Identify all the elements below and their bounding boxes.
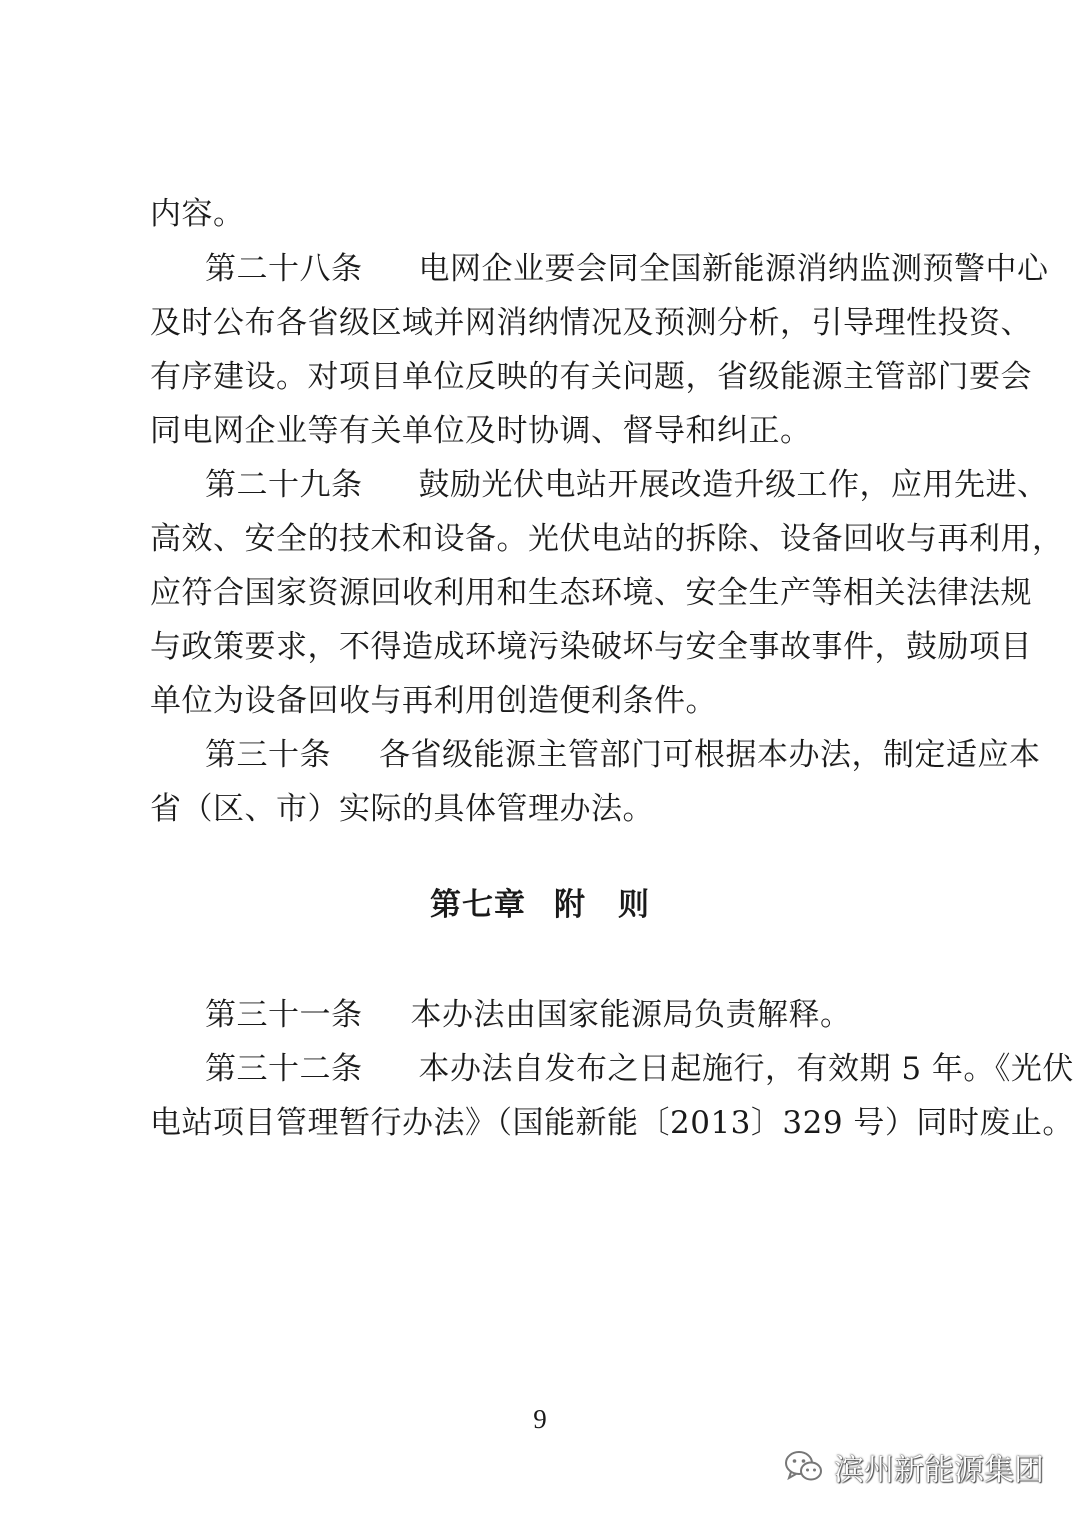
- article-number: 第三十条: [205, 737, 331, 773]
- paragraph-line: 省（区、市）实际的具体管理办法。: [150, 791, 654, 827]
- article-number: 第三十一条: [205, 997, 363, 1033]
- paragraph-line: 及时公布各省级区域并网消纳情况及预测分析，引导理性投资、: [150, 305, 1032, 341]
- paragraph-line: 有序建设。对项目单位反映的有关问题，省级能源主管部门要会: [150, 359, 1032, 395]
- article-31-line: 第三十一条 本办法由国家能源局负责解释。: [205, 997, 852, 1033]
- article-number: 第三十二条: [205, 1051, 363, 1087]
- paragraph-line: 内容。: [150, 196, 245, 232]
- watermark-text: 滨州新能源集团: [834, 1453, 1044, 1488]
- article-32-line: 第三十二条 本办法自发布之日起施行，有效期 5 年。《光伏: [205, 1051, 1074, 1087]
- paragraph-line: 单位为设备回收与再利用创造便利条件。: [150, 683, 717, 719]
- paragraph-line: 同电网企业等有关单位及时协调、督导和纠正。: [150, 413, 812, 449]
- paragraph-line: 高效、安全的技术和设备。光伏电站的拆除、设备回收与再利用，: [150, 521, 1064, 557]
- wechat-icon: [784, 1449, 824, 1485]
- page-number: 9: [533, 1404, 547, 1434]
- paragraph-line: 与政策要求，不得造成环境污染破坏与安全事故事件，鼓励项目: [150, 629, 1032, 665]
- paragraph-line: 应符合国家资源回收利用和生态环境、安全生产等相关法律法规: [150, 575, 1032, 611]
- chapter-title: 附 则: [554, 887, 650, 923]
- article-number: 第二十八条: [205, 251, 363, 287]
- article-number: 第二十九条: [205, 467, 363, 503]
- article-29-line: 第二十九条 鼓励光伏电站开展改造升级工作，应用先进、: [205, 467, 1049, 503]
- chapter-number: 第七章: [430, 887, 526, 923]
- article-28-line: 第二十八条 电网企业要会同全国新能源消纳监测预警中心: [205, 251, 1049, 287]
- watermark: [784, 1445, 1044, 1489]
- chapter-heading: [0, 885, 1080, 925]
- article-30-line: 第三十条 各省级能源主管部门可根据本办法，制定适应本: [205, 737, 1041, 773]
- paragraph-line: 电站项目管理暂行办法》（国能新能〔2013〕329 号）同时废止。: [150, 1105, 1074, 1141]
